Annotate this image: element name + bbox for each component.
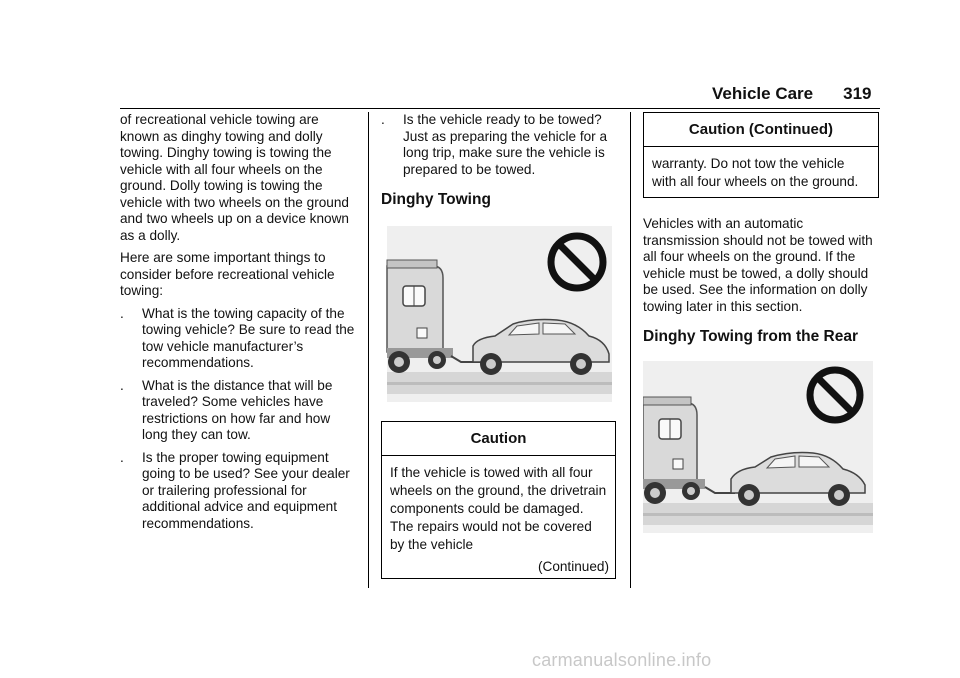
list-item	[120, 306, 356, 372]
watermark: carmanualsonline.info	[532, 650, 712, 670]
list-item	[120, 450, 356, 533]
caution-continued-box	[643, 112, 879, 198]
column-1	[120, 112, 356, 538]
dinghy-towing-illustration	[381, 224, 616, 407]
bullet-mark: .	[120, 377, 124, 393]
column-divider-1	[368, 112, 369, 588]
bullet-text: Is the vehicle ready to be towed? Just as preparing the vehicle for a long trip, make sure the vehicle is prepared to be towed.	[403, 112, 608, 177]
caution-continued-title: Caution (Continued)	[644, 113, 878, 147]
rv-icon	[387, 260, 453, 373]
automatic-transmission-paragraph: Vehicles with an automatic transmission should not be towed with all four wheels on the ground. If the vehicle must be towed, a dolly should be used. See the information on dolly towing later in this section.	[643, 216, 873, 314]
column-3	[643, 112, 879, 538]
column-2	[381, 112, 616, 579]
consider-paragraph: Here are some important things to consider before recreational vehicle towing:	[120, 250, 335, 298]
column-divider-2	[630, 112, 631, 588]
bullet-text: What is the distance that will be traveled? Some vehicles have restrictions on how far and how long they can tow.	[142, 377, 333, 442]
header-rule	[120, 108, 880, 109]
bullet-mark: .	[120, 449, 124, 465]
page-header	[712, 80, 882, 108]
bullet-text: Is the proper towing equipment going to be used? See your dealer or trailering professional for additional advice and equipment recommendations.	[142, 449, 350, 531]
dinghy-towing-heading: Dinghy Towing	[381, 191, 491, 208]
list-item	[381, 112, 616, 178]
continued-label: (Continued)	[537, 558, 609, 574]
caution-body: If the vehicle is towed with all four wheels on the ground, the drivetrain components could be damaged. The repairs would not be covered by the vehicle	[390, 464, 607, 552]
section-title: Vehicle Care	[712, 84, 814, 103]
bullet-mark: .	[381, 112, 385, 127]
caution-title: Caution	[382, 422, 615, 456]
dinghy-rear-illustration	[643, 361, 879, 538]
dinghy-rear-heading: Dinghy Towing from the Rear	[643, 328, 858, 345]
rv-towing-car-illustration	[381, 224, 614, 402]
bullet-mark: .	[120, 305, 124, 321]
caution-continued-body: warranty. Do not tow the vehicle with all four wheels on the ground.	[652, 156, 859, 189]
caution-box	[381, 421, 616, 579]
bullet-text: What is the towing capacity of the towing vehicle? Be sure to read the tow vehicle manufacturer’s recommendations.	[142, 305, 355, 370]
intro-paragraph: of recreational vehicle towing are known as dinghy towing and dolly towing. Dinghy towing is towing the vehicle with all four wheels on the ground. Dolly towing is towing the vehicle with two wheels on the ground and two wheels up on a device known as a dolly.	[120, 112, 349, 243]
list-item	[120, 378, 356, 444]
page-number: 319	[843, 84, 872, 103]
rv-icon	[643, 397, 705, 504]
rv-towing-car-rear-illustration	[643, 361, 873, 533]
